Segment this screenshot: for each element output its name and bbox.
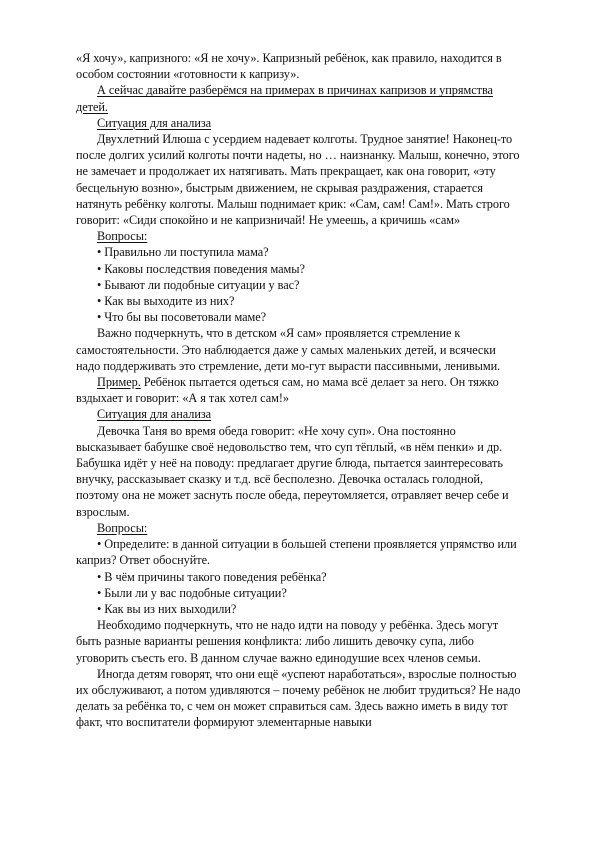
- question-item: • В чём причины такого поведения ребёнка?: [76, 569, 523, 585]
- section-heading-situation-1: Ситуация для анализа: [97, 115, 212, 130]
- question-item: • Правильно ли поступила мама?: [76, 244, 523, 260]
- question-item: • Были ли у вас подобные ситуации?: [76, 585, 523, 601]
- question-item: • Как вы выходите из них?: [76, 293, 523, 309]
- questions-list-2: [76, 536, 523, 617]
- section-heading-situation-2: Ситуация для анализа: [97, 407, 212, 422]
- question-item: • Определите: в данной ситуации в большей степени проявляется упрямство или каприз? Ответ обоснуйте.: [76, 536, 523, 568]
- example-text: Ребёнок пытается одеться сам, но мама всё делает за него. Он тяжко вздыхает и говорит: «А я так хотел сам!»: [76, 375, 499, 406]
- questions-list-1: [76, 244, 523, 325]
- question-item: • Что бы вы посоветовали маме?: [76, 309, 523, 325]
- questions-label-1: Вопросы:: [97, 229, 148, 244]
- paragraph-situation-2: Девочка Таня во время обеда говорит: «Не хочу суп». Она постоянно высказывает бабушке своё недовольство тем, что суп тёплый, «в нём пенки» и др. Бабушка идёт у неё на поводу: предлагает другие блюда, пытается заинтересовать внучку, рассказывает сказку и т.д. всё бесполезно. Девочка осталась голодной, поэтому она не может заснуть после обеда, переутомляется, отравляет вечер себе и взрослым.: [76, 423, 509, 519]
- question-item: • Каковы последствия поведения мамы?: [76, 261, 523, 277]
- paragraph-example: [76, 374, 523, 406]
- paragraph-labor: Иногда детям говорят, что они ещё «успеют наработаться», взрослые полностью их обслуживают, а потом удивляются – почему ребёнок не любит трудиться? Не надо делать за ребёнка то, с чем он может справиться сам. Здесь важно иметь в виду тот факт, что воспитатели формируют элементарные навыки: [76, 666, 521, 730]
- questions-label-2: Вопросы:: [97, 520, 148, 535]
- paragraph-intro: «Я хочу», капризного: «Я не хочу». Капризный ребёнок, как правило, находится в особом состоянии «готовности к капризу».: [76, 51, 502, 82]
- paragraph-transition: А сейчас давайте разберёмся на примерах в причинах капризов и упрямства детей.: [76, 83, 493, 114]
- paragraph-situation-1: Двухлетний Илюша с усердием надевает колготы. Трудное занятие! Наконец-то после долгих усилий колготы почти надеты, но … наизнанку. Малыш, конечно, этого не замечает и продолжает их натягивать. Мать прекращает, как она говорит, «эту бесцельную возню», быстрым движением, не скрывая раздражения, старается натянуть ребёнку колготы. Малыш поднимает крик: «Сам, сам! Сам!». Мать строго говорит: «Сиди спокойно и не капризничай! Не умеешь, а кричишь «сам»: [76, 132, 520, 228]
- question-item: • Бывают ли подобные ситуации у вас?: [76, 277, 523, 293]
- example-label: Пример.: [97, 375, 141, 390]
- paragraph-no-indulgence: Необходимо подчеркнуть, что не надо идти на поводу у ребёнка. Здесь могут быть разные варианты решения конфликта: либо лишить девочку супа, либо уговорить съесть его. В данном случае важно единодушие всех членов семьи.: [76, 618, 499, 665]
- paragraph-independence: Важно подчеркнуть, что в детском «Я сам» проявляется стремление к самостоятельности. Это наблюдается даже у самых маленьких детей, и всячески надо поддерживать это стремление, дети мо-гут вырасти пассивными, ленивыми.: [76, 326, 501, 373]
- question-item: • Как вы из них выходили?: [76, 601, 523, 617]
